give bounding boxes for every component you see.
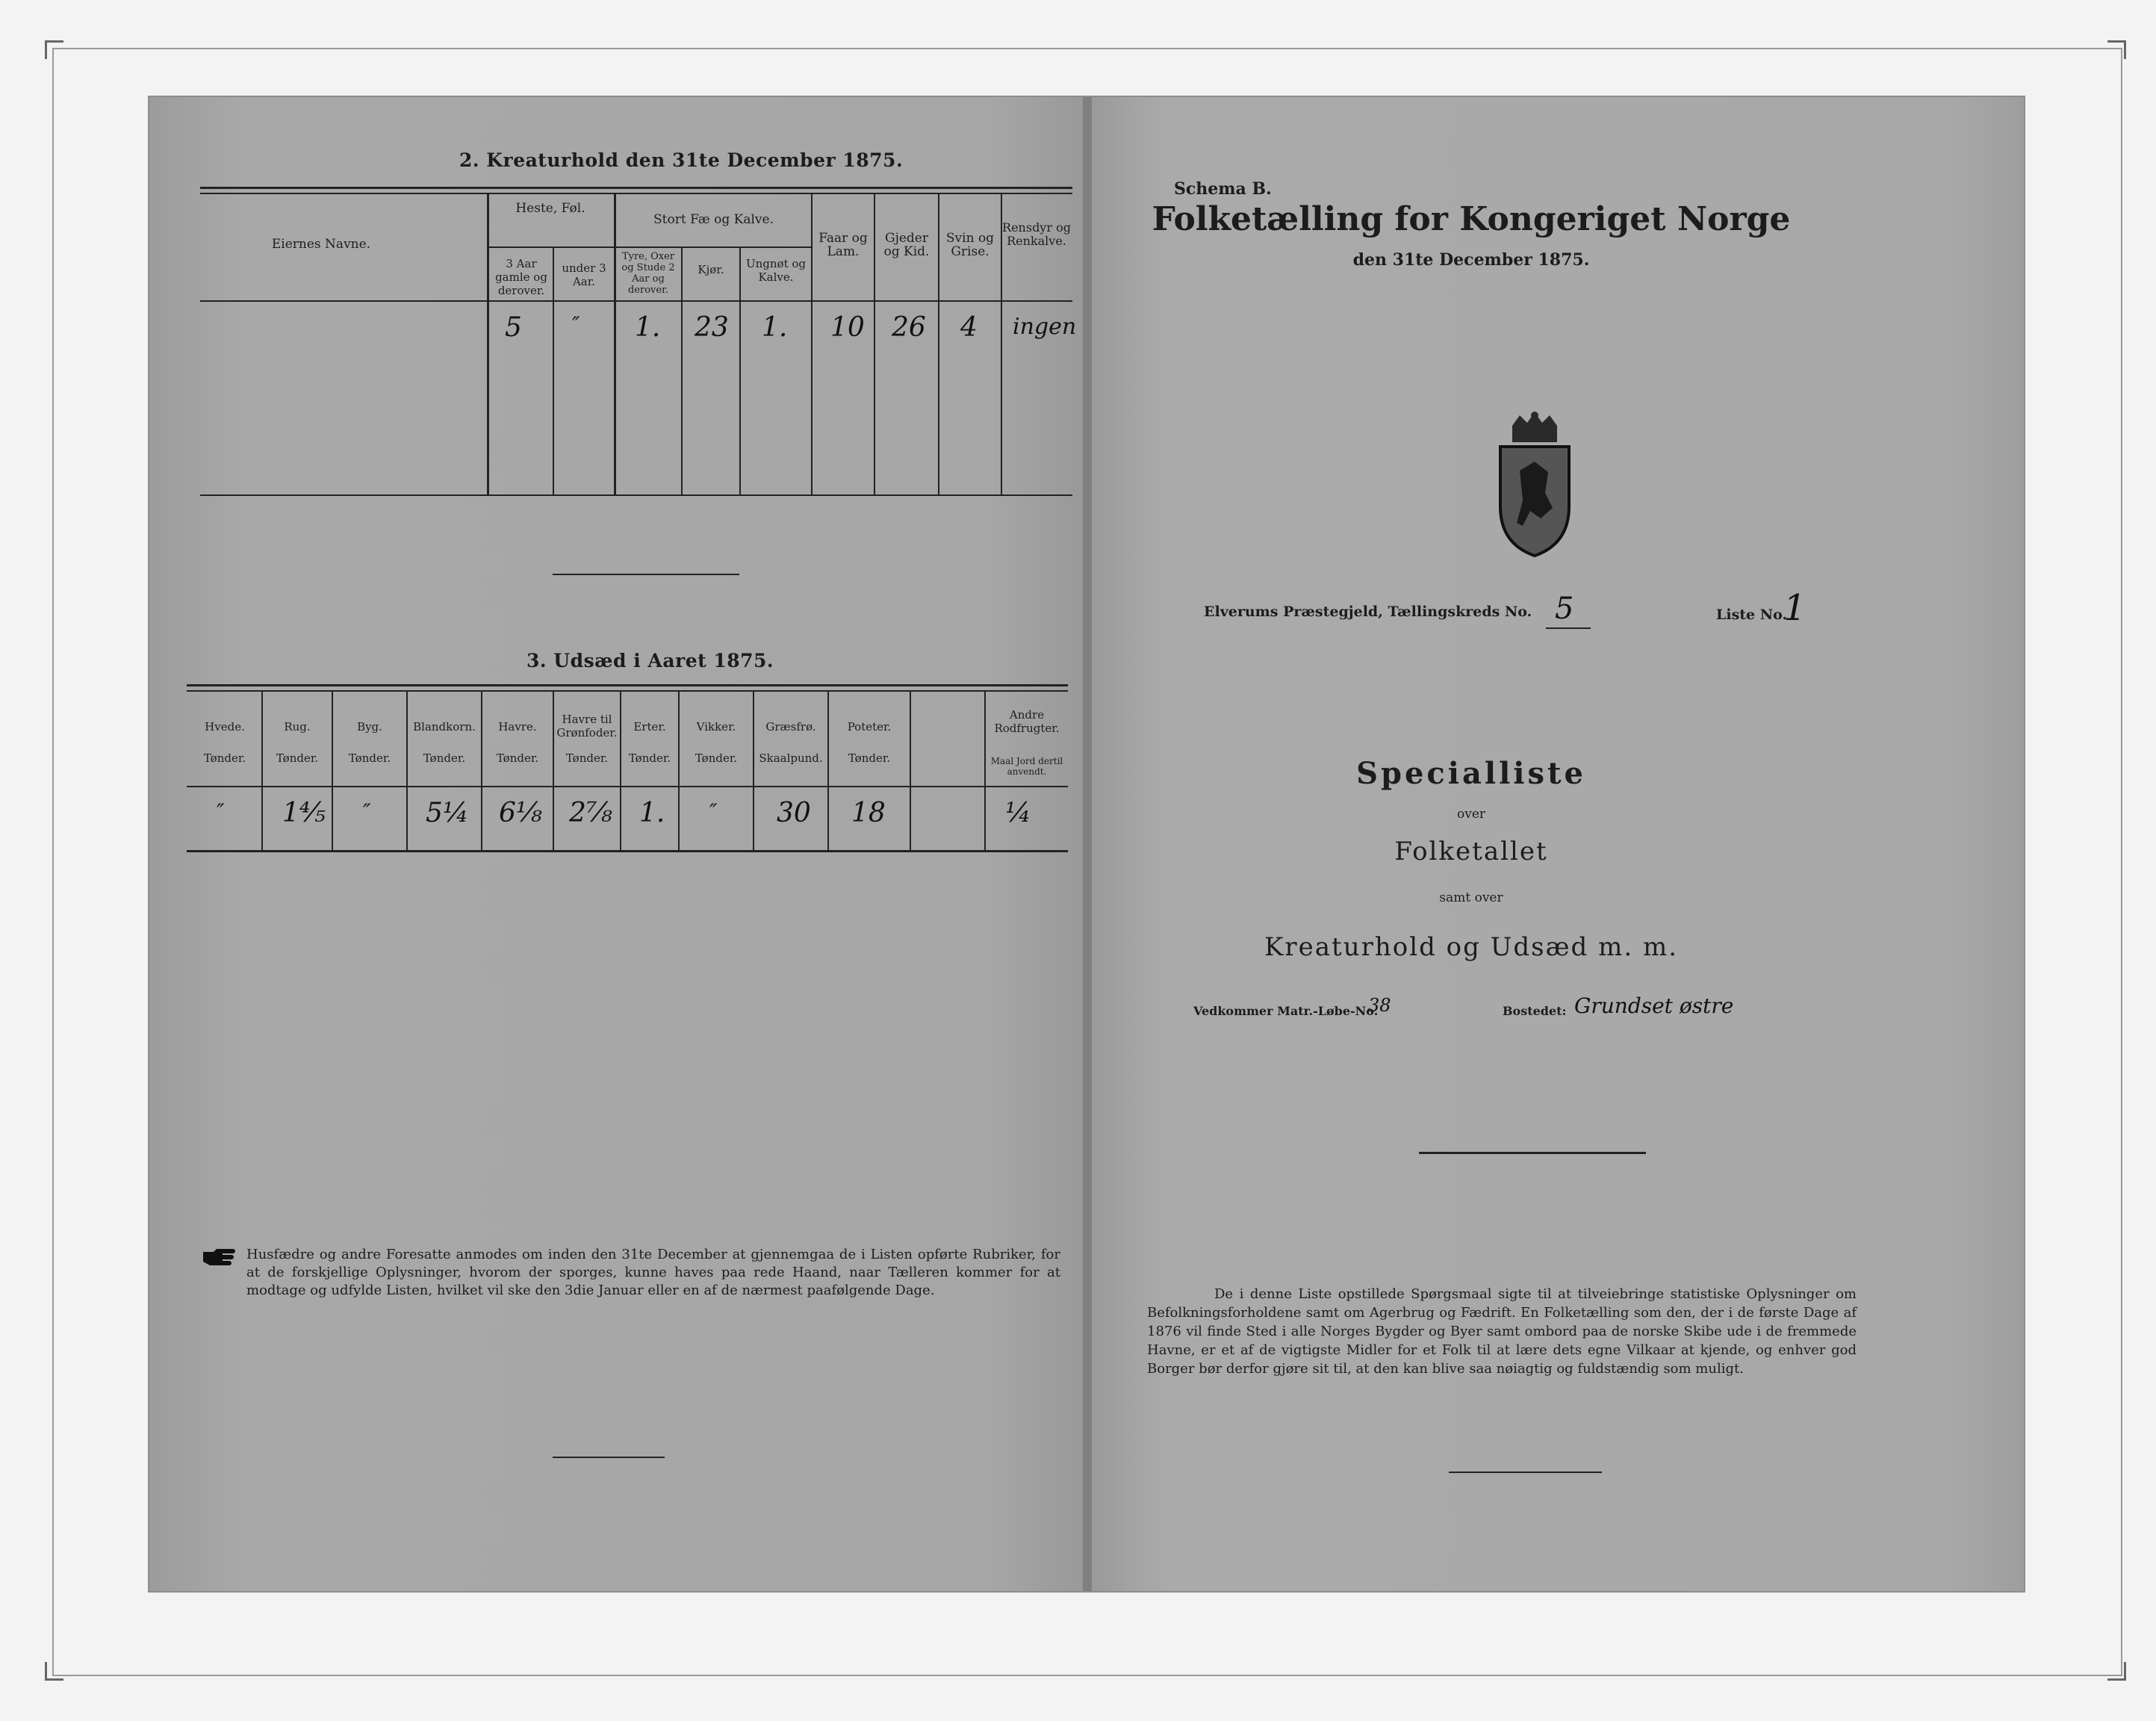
section3-title: 3. Udsæd i Aaret 1875.	[526, 650, 774, 672]
notice-text: Husfædre og andre Foresatte anmodes om inden den 31te December at gjennemgaa de i Listen opførte Rubriker, for at de forskjellige Oplysninger, hvorom der sporges, kunne haves paa rede Haand, naar Tælleren kommer for at modtage og udfylde Listen, hvilket vil ske den 3die Januar eller en af de nærmest paafølgende Dage.	[246, 1247, 1060, 1298]
udsaed-unit: Maal Jord dertil anvendt.	[990, 756, 1063, 777]
value-havre: 6⅛	[499, 798, 542, 828]
column-divider	[487, 193, 489, 494]
column-divider	[678, 690, 680, 850]
udsaed-unit: Tønder.	[565, 751, 609, 765]
fae-sub-header: Ungnøt og Kalve.	[745, 257, 807, 284]
udsaed-unit: Tønder.	[276, 751, 319, 765]
owner-header: Eiernes Navne.	[271, 237, 371, 252]
parish-number: 5	[1555, 592, 1574, 626]
value-faar: 10	[830, 312, 865, 343]
value-ungnot: 1.	[762, 312, 788, 343]
samt-over-label: samt over	[1439, 890, 1503, 905]
bosted-label: Bostedet:	[1503, 1004, 1567, 1018]
value-svin: 4	[960, 312, 978, 343]
column-divider	[261, 690, 263, 850]
specialliste-heading: Specialliste	[1356, 756, 1586, 791]
udsaed-header: Poteter.	[847, 720, 892, 734]
value-kjor: 23	[695, 312, 729, 343]
left-page	[149, 97, 1083, 1591]
udsaed-header: Havre til Grønfoder.	[556, 713, 618, 739]
parish-prefix: Elverums	[1204, 604, 1279, 620]
form-subtitle: den 31te December 1875.	[1352, 250, 1590, 270]
underline	[1546, 627, 1591, 629]
pointing-hand-icon	[202, 1246, 239, 1267]
crop-mark	[45, 1662, 63, 1681]
faar-header: Faar og Lam.	[818, 231, 868, 259]
udsaed-header: Græsfrø.	[765, 720, 816, 734]
table-rule	[187, 786, 1068, 787]
fae-sub-header: Kjør.	[698, 263, 724, 276]
heste-sub-header: 3 Aar gamle og derover.	[495, 257, 547, 297]
bosted-value: Grundset østre	[1574, 993, 1734, 1018]
value-erter: 1.	[639, 798, 665, 828]
udsaed-unit: Tønder.	[695, 751, 738, 765]
matr-value: 38	[1368, 995, 1391, 1016]
liste-label: Liste No.	[1716, 607, 1788, 623]
gjeder-header: Gjeder og Kid.	[883, 231, 930, 259]
over-label: over	[1456, 807, 1486, 822]
udsaed-header: Byg.	[357, 720, 382, 734]
separator-line	[1449, 1472, 1602, 1473]
crop-mark	[2107, 1662, 2126, 1681]
udsaed-header: Hvede.	[205, 720, 245, 734]
norwegian-coat-of-arms-icon	[1490, 411, 1579, 560]
udsaed-unit: Tønder.	[348, 751, 391, 765]
column-divider	[827, 690, 829, 850]
form-title: Folketælling for Kongeriget Norge	[1152, 200, 1791, 238]
udsaed-header: Vikker.	[696, 720, 736, 734]
svin-header: Svin og Grise.	[945, 231, 995, 259]
table-rule	[200, 193, 1072, 194]
value-graesfro: 30	[777, 798, 811, 828]
udsaed-header: Andre Rodfrugter.	[994, 708, 1060, 735]
crop-mark	[45, 40, 63, 59]
heste-header: Heste, Føl.	[515, 201, 585, 216]
udsaed-header: Erter.	[633, 720, 666, 734]
heste-sub-header: under 3 Aar.	[562, 261, 606, 288]
column-divider	[753, 690, 754, 850]
folketallet-heading: Folketallet	[1394, 837, 1548, 866]
column-divider	[910, 690, 911, 850]
value-heste-under: ″	[572, 312, 580, 337]
table-rule	[200, 187, 1072, 189]
value-gjeder: 26	[892, 312, 926, 343]
value-rug: 1⅘	[282, 798, 326, 828]
matr-label: Vedkommer Matr.-Løbe-No.	[1193, 1004, 1379, 1018]
column-divider	[332, 690, 333, 850]
fae-sub-header: Tyre, Oxer og Stude 2 Aar og derover.	[621, 251, 675, 296]
table-rule	[187, 690, 1068, 692]
value-hvede: ″	[217, 799, 225, 824]
column-divider	[406, 690, 408, 850]
column-divider	[620, 690, 621, 850]
value-blandkorn: 5¼	[426, 798, 469, 828]
udsaed-header: Rug.	[284, 720, 311, 734]
value-vikker: ″	[709, 799, 718, 824]
value-byg: ″	[363, 799, 371, 824]
column-divider	[614, 193, 616, 494]
rensdyr-header: Rensdyr og Renkalve.	[1002, 220, 1071, 248]
table-rule	[487, 246, 811, 248]
schema-label: Schema B.	[1174, 179, 1272, 199]
value-poteter: 18	[851, 798, 886, 828]
parish-line	[1204, 604, 1532, 620]
udsaed-unit: Tønder.	[628, 751, 671, 765]
page-gutter	[1083, 97, 1092, 1591]
value-heste-3aar: 5	[505, 312, 522, 343]
udsaed-header: Havre.	[498, 720, 537, 734]
separator-line	[553, 1457, 665, 1458]
column-divider	[481, 690, 482, 850]
liste-number: 1	[1783, 587, 1806, 629]
kreaturhold-heading: Kreaturhold og Udsæd m. m.	[1264, 932, 1678, 962]
udsaed-header: Blandkorn.	[413, 720, 476, 734]
table-rule	[200, 494, 1072, 496]
explanatory-paragraph: De i denne Liste opstillede Spørgsmaal sigte til at tilveiebringe statistiske Oplysninger om Befolkningsforholdene samt om Agerbrug og Fædrift. En Folketælling som den, der i de første Dage af 1876 vil finde Sted i alle Norges Bygder og Byer samt ombord paa de norske Skibe ude i de fremmede Havne, er et af de vigtigste Midler for et Folk til at lære dets egne Vilkaar at kjende, og enhver god Borger bør derfor gjøre sit til, at den kan blive saa nøiagtig og fuldstændig som muligt.	[1147, 1286, 1857, 1377]
crop-mark	[2107, 40, 2126, 59]
value-tyre: 1.	[635, 312, 661, 343]
section2-title: 2. Kreaturhold den 31te December 1875.	[459, 149, 904, 171]
udsaed-unit: Tønder.	[203, 751, 246, 765]
table-rule	[187, 684, 1068, 686]
separator-line	[1419, 1152, 1646, 1154]
udsaed-unit: Tønder.	[848, 751, 891, 765]
value-rodfrugter: ¼	[1005, 798, 1031, 828]
udsaed-unit: Skaalpund.	[759, 751, 823, 765]
column-divider	[681, 246, 683, 494]
value-havre-gronfoder: 2⅞	[569, 798, 612, 828]
table-rule	[200, 300, 1072, 302]
separator-line	[553, 574, 739, 575]
table-rule	[187, 850, 1068, 852]
value-rensdyr: ingen	[1013, 314, 1077, 340]
parish-label: Præstegjeld, Tællingskreds No.	[1283, 604, 1532, 620]
stort-fae-header: Stort Fæ og Kalve.	[653, 212, 774, 227]
udsaed-unit: Tønder.	[423, 751, 466, 765]
udsaed-unit: Tønder.	[496, 751, 539, 765]
